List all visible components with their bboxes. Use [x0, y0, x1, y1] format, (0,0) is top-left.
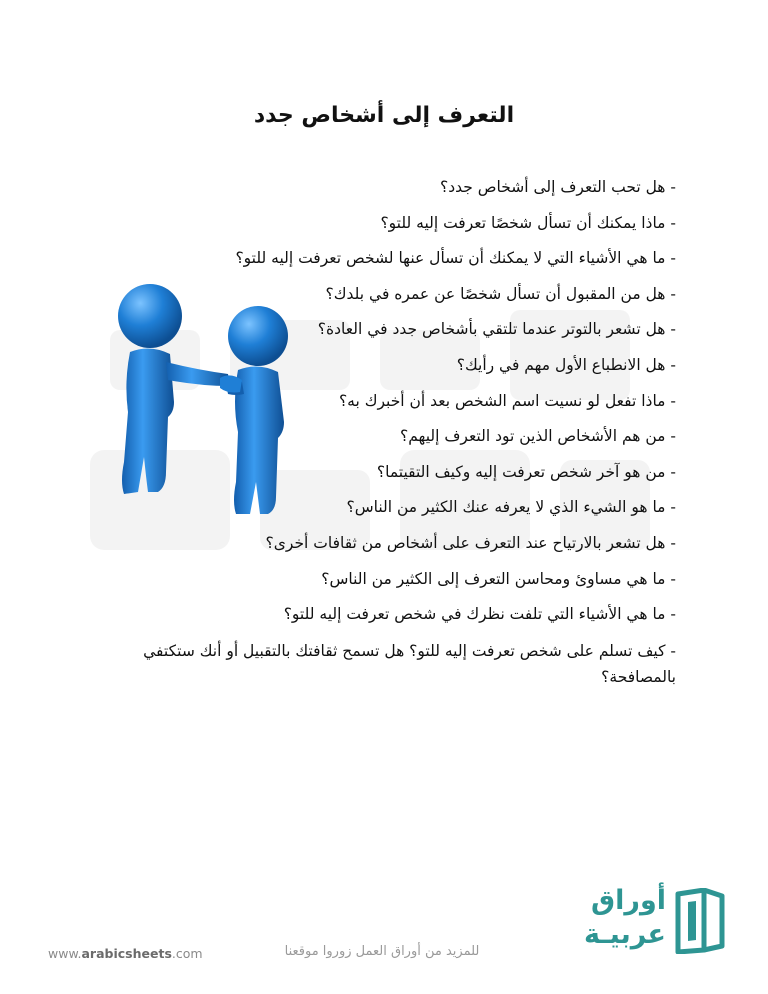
- logo-line-1: أوراق: [591, 885, 666, 916]
- url-prefix: www.: [48, 946, 82, 961]
- list-item: - هل الانطباع الأول مهم في رأيك؟: [456, 355, 676, 374]
- url-suffix: .com: [171, 946, 203, 961]
- list-item: - من هو آخر شخص تعرفت إليه وكيف التقيتما؟: [376, 462, 676, 481]
- list-item: - هل تشعر بالتوتر عندما تلتقي بأشخاص جدد في العادة؟: [317, 320, 676, 339]
- list-item: - ماذا تفعل لو نسيت اسم الشخص بعد أن أخبرك به؟: [338, 391, 676, 410]
- list-item: - ما هي مساوئ ومحاسن التعرف إلى الكثير من الناس؟: [321, 569, 676, 588]
- list-item: - ما هو الشيء الذي لا يعرفه عنك الكثير من الناس؟: [346, 498, 676, 517]
- brand-logo: [576, 884, 726, 964]
- url-main: arabicsheets: [81, 946, 172, 961]
- page-title: التعرف إلى أشخاص جدد: [253, 102, 515, 128]
- list-item: - ما هي الأشياء التي تلفت نظرك في شخص تعرفت إليه للتو؟: [283, 605, 676, 624]
- list-item: - ما هي الأشياء التي لا يمكنك أن تسأل عنها لشخص تعرفت إليه للتو؟: [235, 249, 676, 268]
- footer-tagline: للمزيد من أوراق العمل زوروا موقعنا: [284, 944, 480, 959]
- logo-text: [584, 884, 666, 952]
- list-item: - هل تحب التعرف إلى أشخاص جدد؟: [440, 178, 676, 196]
- list-item: - ماذا يمكنك أن تسأل شخصًا تعرفت إليه للتو؟: [380, 213, 676, 232]
- footer-website-link[interactable]: [48, 946, 203, 961]
- list-item: - هل من المقبول أن تسأل شخصًا عن عمره في بلدك؟: [325, 284, 676, 303]
- list-item: - هل تشعر بالارتياح عند التعرف على أشخاص من ثقافات أخرى؟: [265, 533, 676, 552]
- questions-list: [106, 170, 676, 690]
- book-logo-icon: [674, 888, 726, 954]
- list-item: - كيف تسلم على شخص تعرفت إليه للتو؟ هل تسمح ثقافتك بالتقبيل أو أنك ستكتفي بالمصافحة؟: [143, 641, 676, 686]
- logo-line-2: عربيـة: [583, 919, 666, 950]
- list-item: - من هم الأشخاص الذين تود التعرف إليهم؟: [400, 427, 676, 446]
